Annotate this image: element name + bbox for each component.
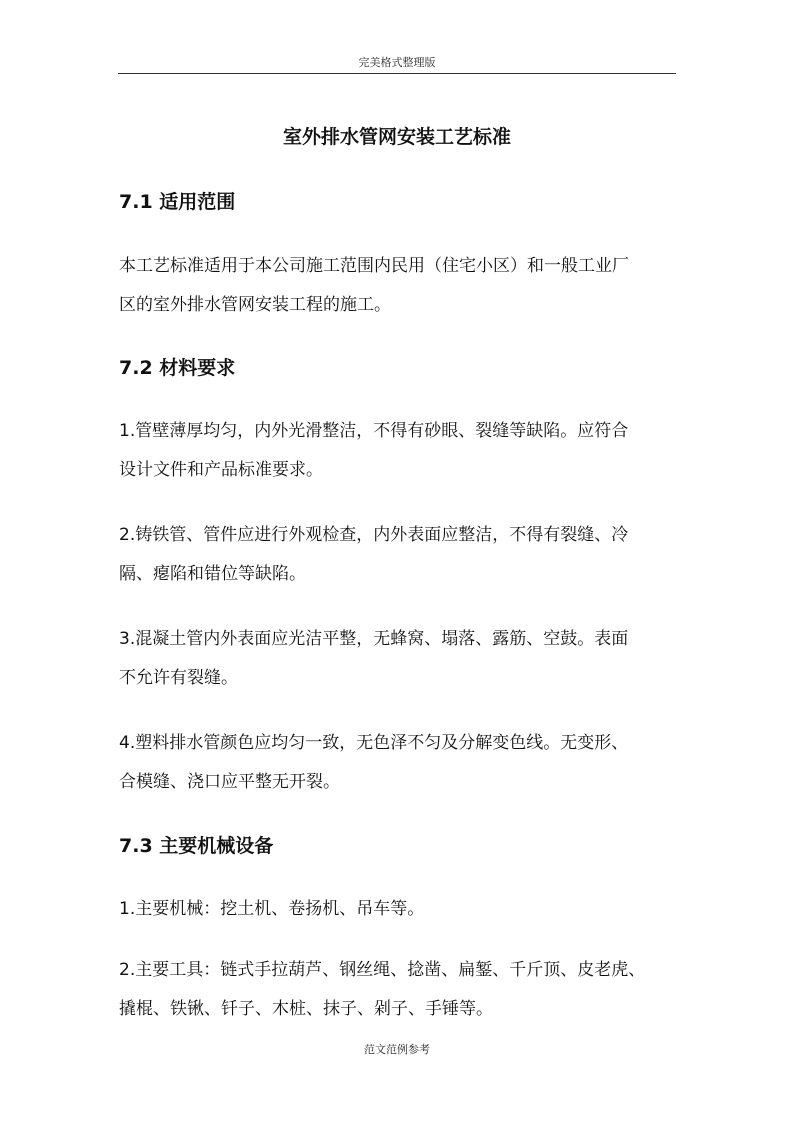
- list-item-line: 不允许有裂缝。: [119, 668, 238, 688]
- list-item-line: 隔、瘪陷和错位等缺陷。: [119, 564, 306, 584]
- section-heading-7-3: 7.3 主要机械设备: [119, 835, 274, 857]
- section-heading-7-1: 7.1 适用范围: [119, 191, 236, 213]
- list-item-line: 1.管壁薄厚均匀，内外光滑整洁，不得有砂眼、裂缝等缺陷。应符合: [119, 421, 629, 441]
- list-item-line: 2.铸铁管、管件应进行外观检查，内外表面应整洁，不得有裂缝、冷: [119, 525, 629, 545]
- list-item-line: 1.主要机械：挖土机、卷扬机、吊车等。: [119, 899, 425, 919]
- header-text: 完美格式整理版: [358, 56, 436, 69]
- list-item-line: 设计文件和产品标准要求。: [119, 460, 323, 480]
- list-item-line: 2.主要工具：链式手拉葫芦、钢丝绳、捻凿、扁錾、千斤顶、皮老虎、: [119, 960, 646, 980]
- document-title: 室外排水管网安装工艺标准: [282, 126, 511, 148]
- list-item-line: 合模缝、浇口应平整无开裂。: [119, 772, 340, 792]
- paragraph-line: 区的室外排水管网安装工程的施工。: [119, 295, 391, 315]
- list-item-line: 撬棍、铁锹、钎子、木桩、抹子、剁子、手锤等。: [119, 999, 493, 1019]
- list-item-line: 3.混凝土管内外表面应光洁平整，无蜂窝、塌落、露筋、空鼓。表面: [119, 629, 629, 649]
- section-heading-7-2: 7.2 材料要求: [119, 357, 236, 379]
- paragraph-line: 本工艺标准适用于本公司施工范围内民用（住宅小区）和一般工业厂: [119, 256, 629, 276]
- header-divider: [118, 73, 676, 74]
- page-footer: 范文范例参考: [364, 1043, 430, 1056]
- list-item-line: 4.塑料排水管颜色应均匀一致，无色泽不匀及分解变色线。无变形、: [119, 733, 629, 753]
